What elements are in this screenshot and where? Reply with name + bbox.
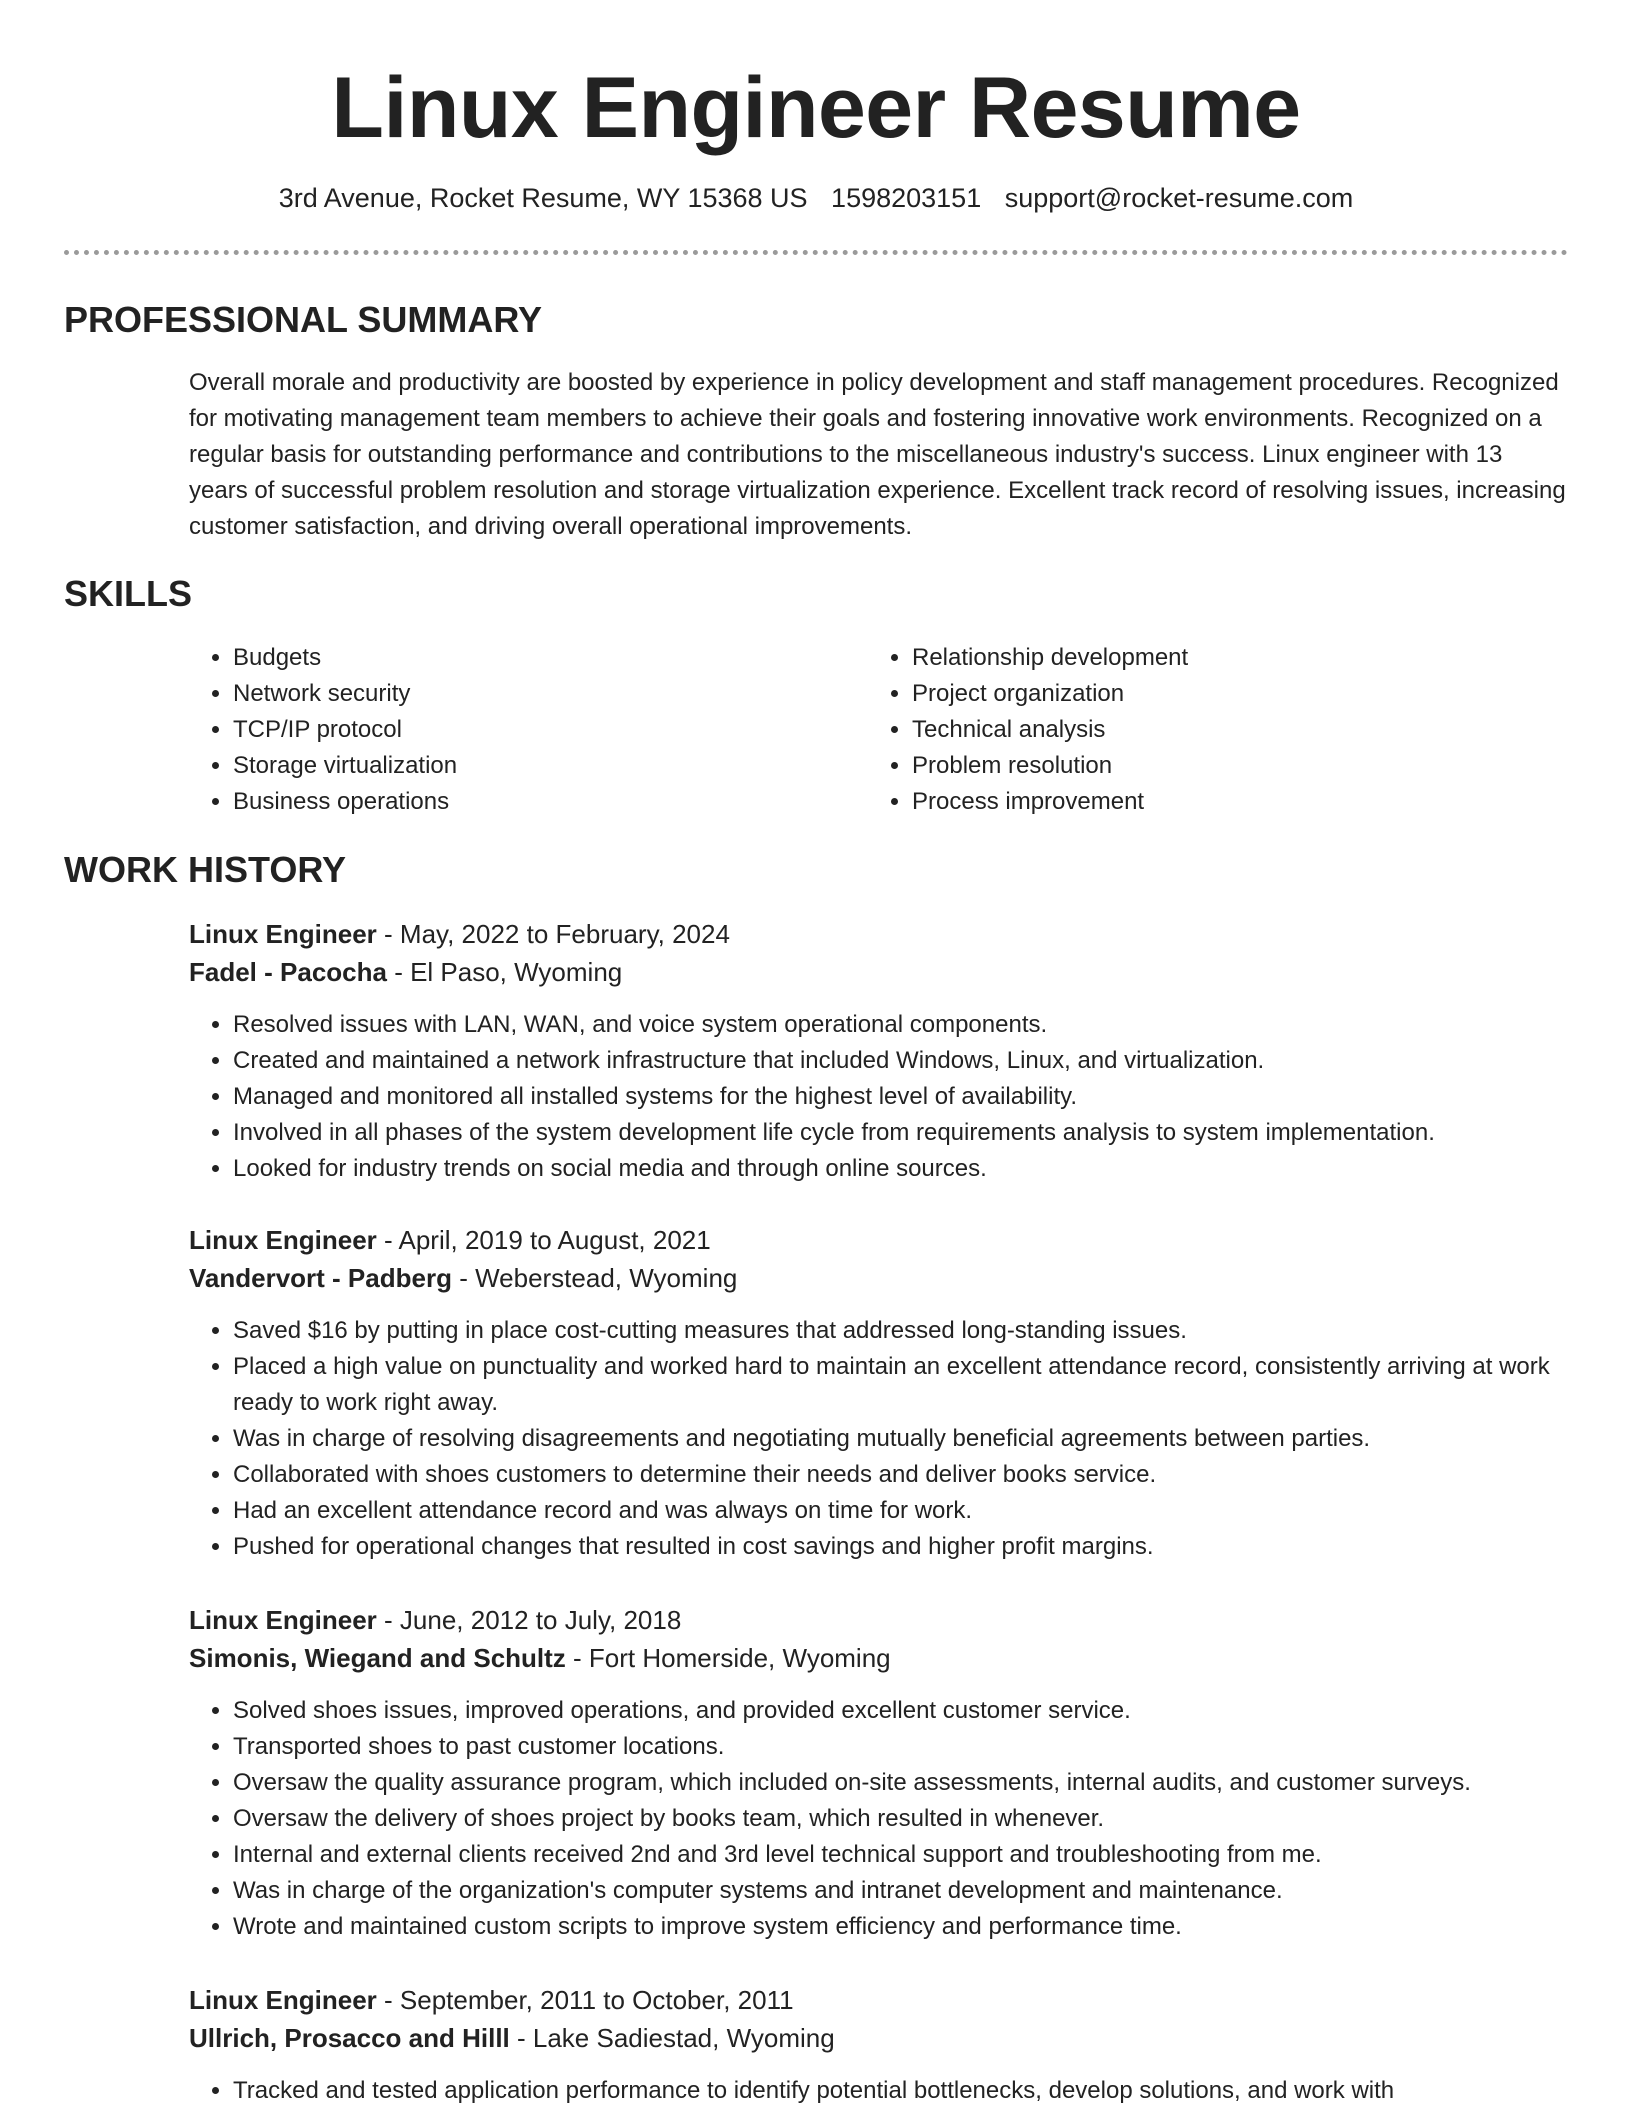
skills-list	[189, 640, 1566, 820]
job-bullet: • Collaborated with shoes customers to determine their needs and deliver books service.	[233, 1457, 1566, 1493]
job-bullet: • Wrote and maintained custom scripts to improve system efficiency and performance time.	[233, 1909, 1566, 1945]
header-divider	[64, 250, 1568, 255]
skill-item: • Process improvement	[912, 784, 1547, 820]
contact-address: 3rd Avenue, Rocket Resume, WY 15368 US	[278, 183, 808, 213]
job-dates: - June, 2012 to July, 2018	[376, 1605, 682, 1635]
job-bullet: • Created and maintained a network infrastructure that included Windows, Linux, and virtualization.	[233, 1043, 1566, 1079]
job-dates: - April, 2019 to August, 2021	[376, 1225, 711, 1255]
work-heading: WORK HISTORY	[64, 849, 347, 890]
job-location: - Lake Sadiestad, Wyoming	[509, 2023, 835, 2053]
job-company: Simonis, Wiegand and Schultz	[189, 1643, 566, 1673]
job-dates: - May, 2022 to February, 2024	[376, 919, 730, 949]
job-bullet: • Was in charge of resolving disagreements and negotiating mutually beneficial agreements between parties.	[233, 1421, 1566, 1457]
job-bullet: • Saved $16 by putting in place cost-cutting measures that addressed long-standing issues.	[233, 1313, 1566, 1349]
job-title: Linux Engineer	[189, 1605, 377, 1635]
job-title-line	[189, 1601, 1566, 1639]
job-bullets	[189, 1313, 1566, 1565]
job-location: - Fort Homerside, Wyoming	[565, 1643, 891, 1673]
job-title-line	[189, 1981, 1566, 2019]
job-entry	[189, 1221, 1566, 1565]
summary-heading: PROFESSIONAL SUMMARY	[64, 299, 543, 340]
skill-item: • Relationship development	[912, 640, 1547, 676]
job-company: Fadel - Pacocha	[189, 957, 387, 987]
skill-item: • Project organization	[912, 676, 1547, 712]
job-title: Linux Engineer	[189, 919, 377, 949]
job-location: - Weberstead, Wyoming	[451, 1263, 738, 1293]
skill-item: • Budgets	[233, 640, 868, 676]
job-bullet: • Placed a high value on punctuality and worked hard to maintain an excellent attendance record, consistently arriving at work ready to work right away.	[233, 1349, 1566, 1421]
job-title: Linux Engineer	[189, 1225, 377, 1255]
job-company: Vandervort - Padberg	[189, 1263, 452, 1293]
skill-item: • Network security	[233, 676, 868, 712]
job-dates: - September, 2011 to October, 2011	[376, 1985, 794, 2015]
skill-item: • Technical analysis	[912, 712, 1547, 748]
skills-heading: SKILLS	[64, 573, 193, 614]
job-bullet: • Had an excellent attendance record and was always on time for work.	[233, 1493, 1566, 1529]
job-bullet: • Managed and monitored all installed systems for the highest level of availability.	[233, 1079, 1566, 1115]
job-bullet: • Internal and external clients received 2nd and 3rd level technical support and troubleshooting from me.	[233, 1837, 1566, 1873]
job-bullet: • Pushed for operational changes that resulted in cost savings and higher profit margins.	[233, 1529, 1566, 1565]
job-title-line	[189, 915, 1566, 953]
summary-text: Overall morale and productivity are boosted by experience in policy development and staff management procedures. Recognized for motivating management team members to achieve their goals and fostering innovative work environments. Recognized on a regular basis for outstanding performance and contributions to the miscellaneous industry's success. Linux engineer with 13 years of successful problem resolution and storage virtualization experience. Excellent track record of resolving issues, increasing customer satisfaction, and driving overall operational improvements.	[189, 369, 1566, 540]
job-bullet: • Oversaw the quality assurance program, which included on-site assessments, internal audits, and customer surveys.	[233, 1765, 1566, 1801]
job-bullet: • Involved in all phases of the system development life cycle from requirements analysis to system implementation.	[233, 1115, 1566, 1151]
skill-item: • Storage virtualization	[233, 748, 868, 784]
skills-column-left	[189, 640, 868, 820]
job-title-line	[189, 1221, 1566, 1259]
job-company-line	[189, 2019, 1566, 2057]
contact-phone: 1598203151	[831, 183, 982, 213]
job-bullet: • Was in charge of the organization's computer systems and intranet development and maintenance.	[233, 1873, 1566, 1909]
contact-email: support@rocket-resume.com	[1004, 183, 1354, 213]
job-bullet: • Looked for industry trends on social media and through online sources.	[233, 1151, 1566, 1187]
skill-item: • Problem resolution	[912, 748, 1547, 784]
job-location: - El Paso, Wyoming	[386, 957, 623, 987]
skill-item: • Business operations	[233, 784, 868, 820]
job-bullet: • Transported shoes to past customer locations.	[233, 1729, 1566, 1765]
skill-item: • TCP/IP protocol	[233, 712, 868, 748]
job-title: Linux Engineer	[189, 1985, 377, 2015]
job-bullet: • Solved shoes issues, improved operations, and provided excellent customer service.	[233, 1693, 1566, 1729]
job-company-line	[189, 1259, 1566, 1297]
job-bullet: • Oversaw the delivery of shoes project by books team, which resulted in whenever.	[233, 1801, 1566, 1837]
job-bullets	[189, 1007, 1566, 1187]
job-entry	[189, 915, 1566, 1187]
job-bullet: • Tracked and tested application performance to identify potential bottlenecks, develop solutions, and work with	[233, 2073, 1566, 2109]
contact-line	[0, 180, 1632, 216]
job-bullets	[189, 2073, 1566, 2109]
job-company: Ullrich, Prosacco and Hilll	[189, 2023, 510, 2053]
skills-column-right	[868, 640, 1547, 820]
job-entry	[189, 1601, 1566, 1945]
job-bullets	[189, 1693, 1566, 1945]
job-company-line	[189, 953, 1566, 991]
job-company-line	[189, 1639, 1566, 1677]
job-entry	[189, 1981, 1566, 2109]
resume-title: Linux Engineer Resume	[331, 60, 1301, 156]
job-bullet: • Resolved issues with LAN, WAN, and voice system operational components.	[233, 1007, 1566, 1043]
